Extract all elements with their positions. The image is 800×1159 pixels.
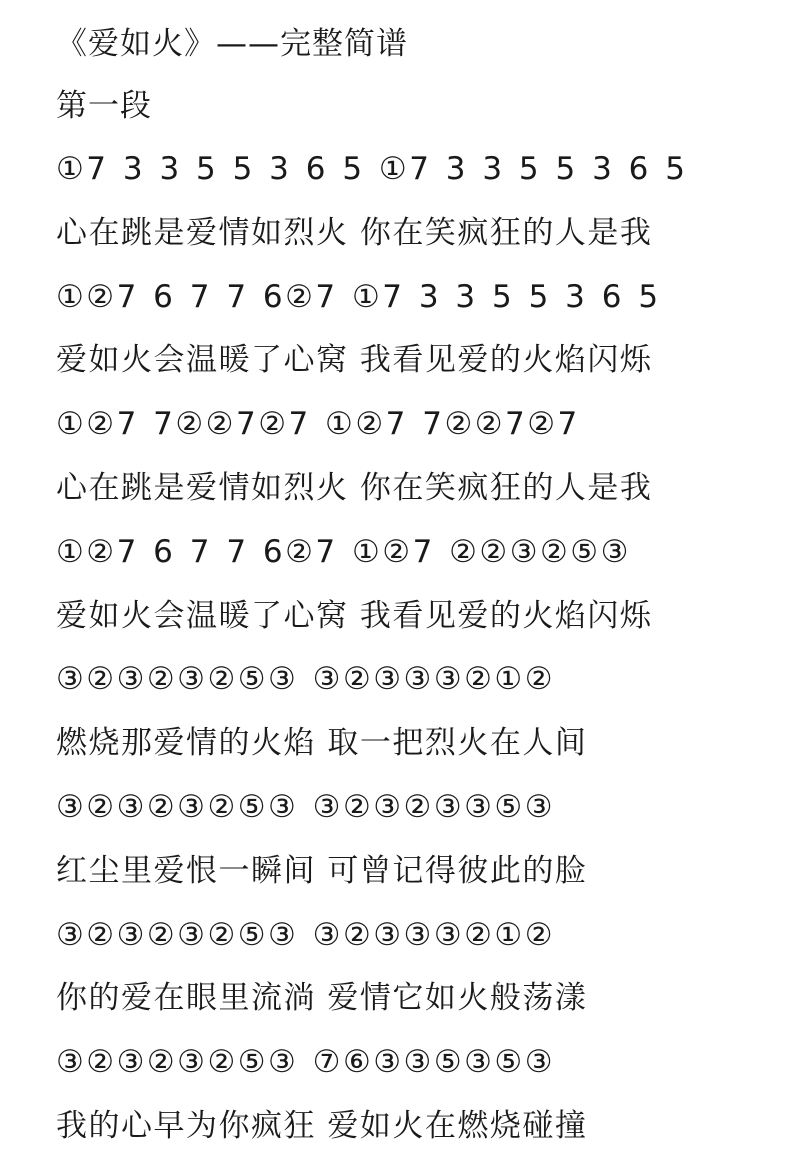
- lyric-row: 我的心早为你疯狂 爱如火在燃烧碰撞: [56, 1107, 588, 1144]
- lyric-row: 心在跳是爱情如烈火 你在笑疯狂的人是我: [56, 214, 653, 251]
- lyric-row: 爱如火会温暖了心窝 我看见爱的火焰闪烁: [56, 342, 653, 379]
- score-document: [56, 14, 780, 1159]
- notation-row: ①②7 7②②7②7 ①②7 7②②7②7: [56, 406, 580, 443]
- notation-row: ③②③②③②⑤③ ③②③③③②①②: [56, 916, 556, 953]
- lyric-row: 爱如火会温暖了心窝 我看见爱的火焰闪烁: [56, 597, 653, 634]
- notation-row: ①②7 6 7 7 6②7 ①7 3 3 5 5 3 6 5: [56, 278, 661, 315]
- lyric-row: 心在跳是爱情如烈火 你在笑疯狂的人是我: [56, 469, 653, 506]
- notation-row: ③②③②③②⑤③ ③②③②③③⑤③: [56, 788, 556, 825]
- lyric-row: 燃烧那爱情的火焰 取一把烈火在人间: [56, 725, 588, 762]
- notation-row: ③②③②③②⑤③ ③②③③③②①②: [56, 661, 556, 698]
- section-heading: 第一段: [56, 88, 152, 124]
- notation-row: ③②③②③②⑤③ ⑦⑥③③⑤③⑤③: [56, 1044, 556, 1081]
- document-title: 《爱如火》——完整简谱: [56, 26, 408, 62]
- lyric-row: 你的爱在眼里流淌 爱情它如火般荡漾: [56, 980, 588, 1017]
- notation-row: ①7 3 3 5 5 3 6 5 ①7 3 3 5 5 3 6 5: [56, 151, 688, 187]
- notation-row: ①②7 6 7 7 6②7 ①②7 ②②③②⑤③: [56, 533, 631, 570]
- lyric-row: 红尘里爱恨一瞬间 可曾记得彼此的脸: [56, 852, 588, 889]
